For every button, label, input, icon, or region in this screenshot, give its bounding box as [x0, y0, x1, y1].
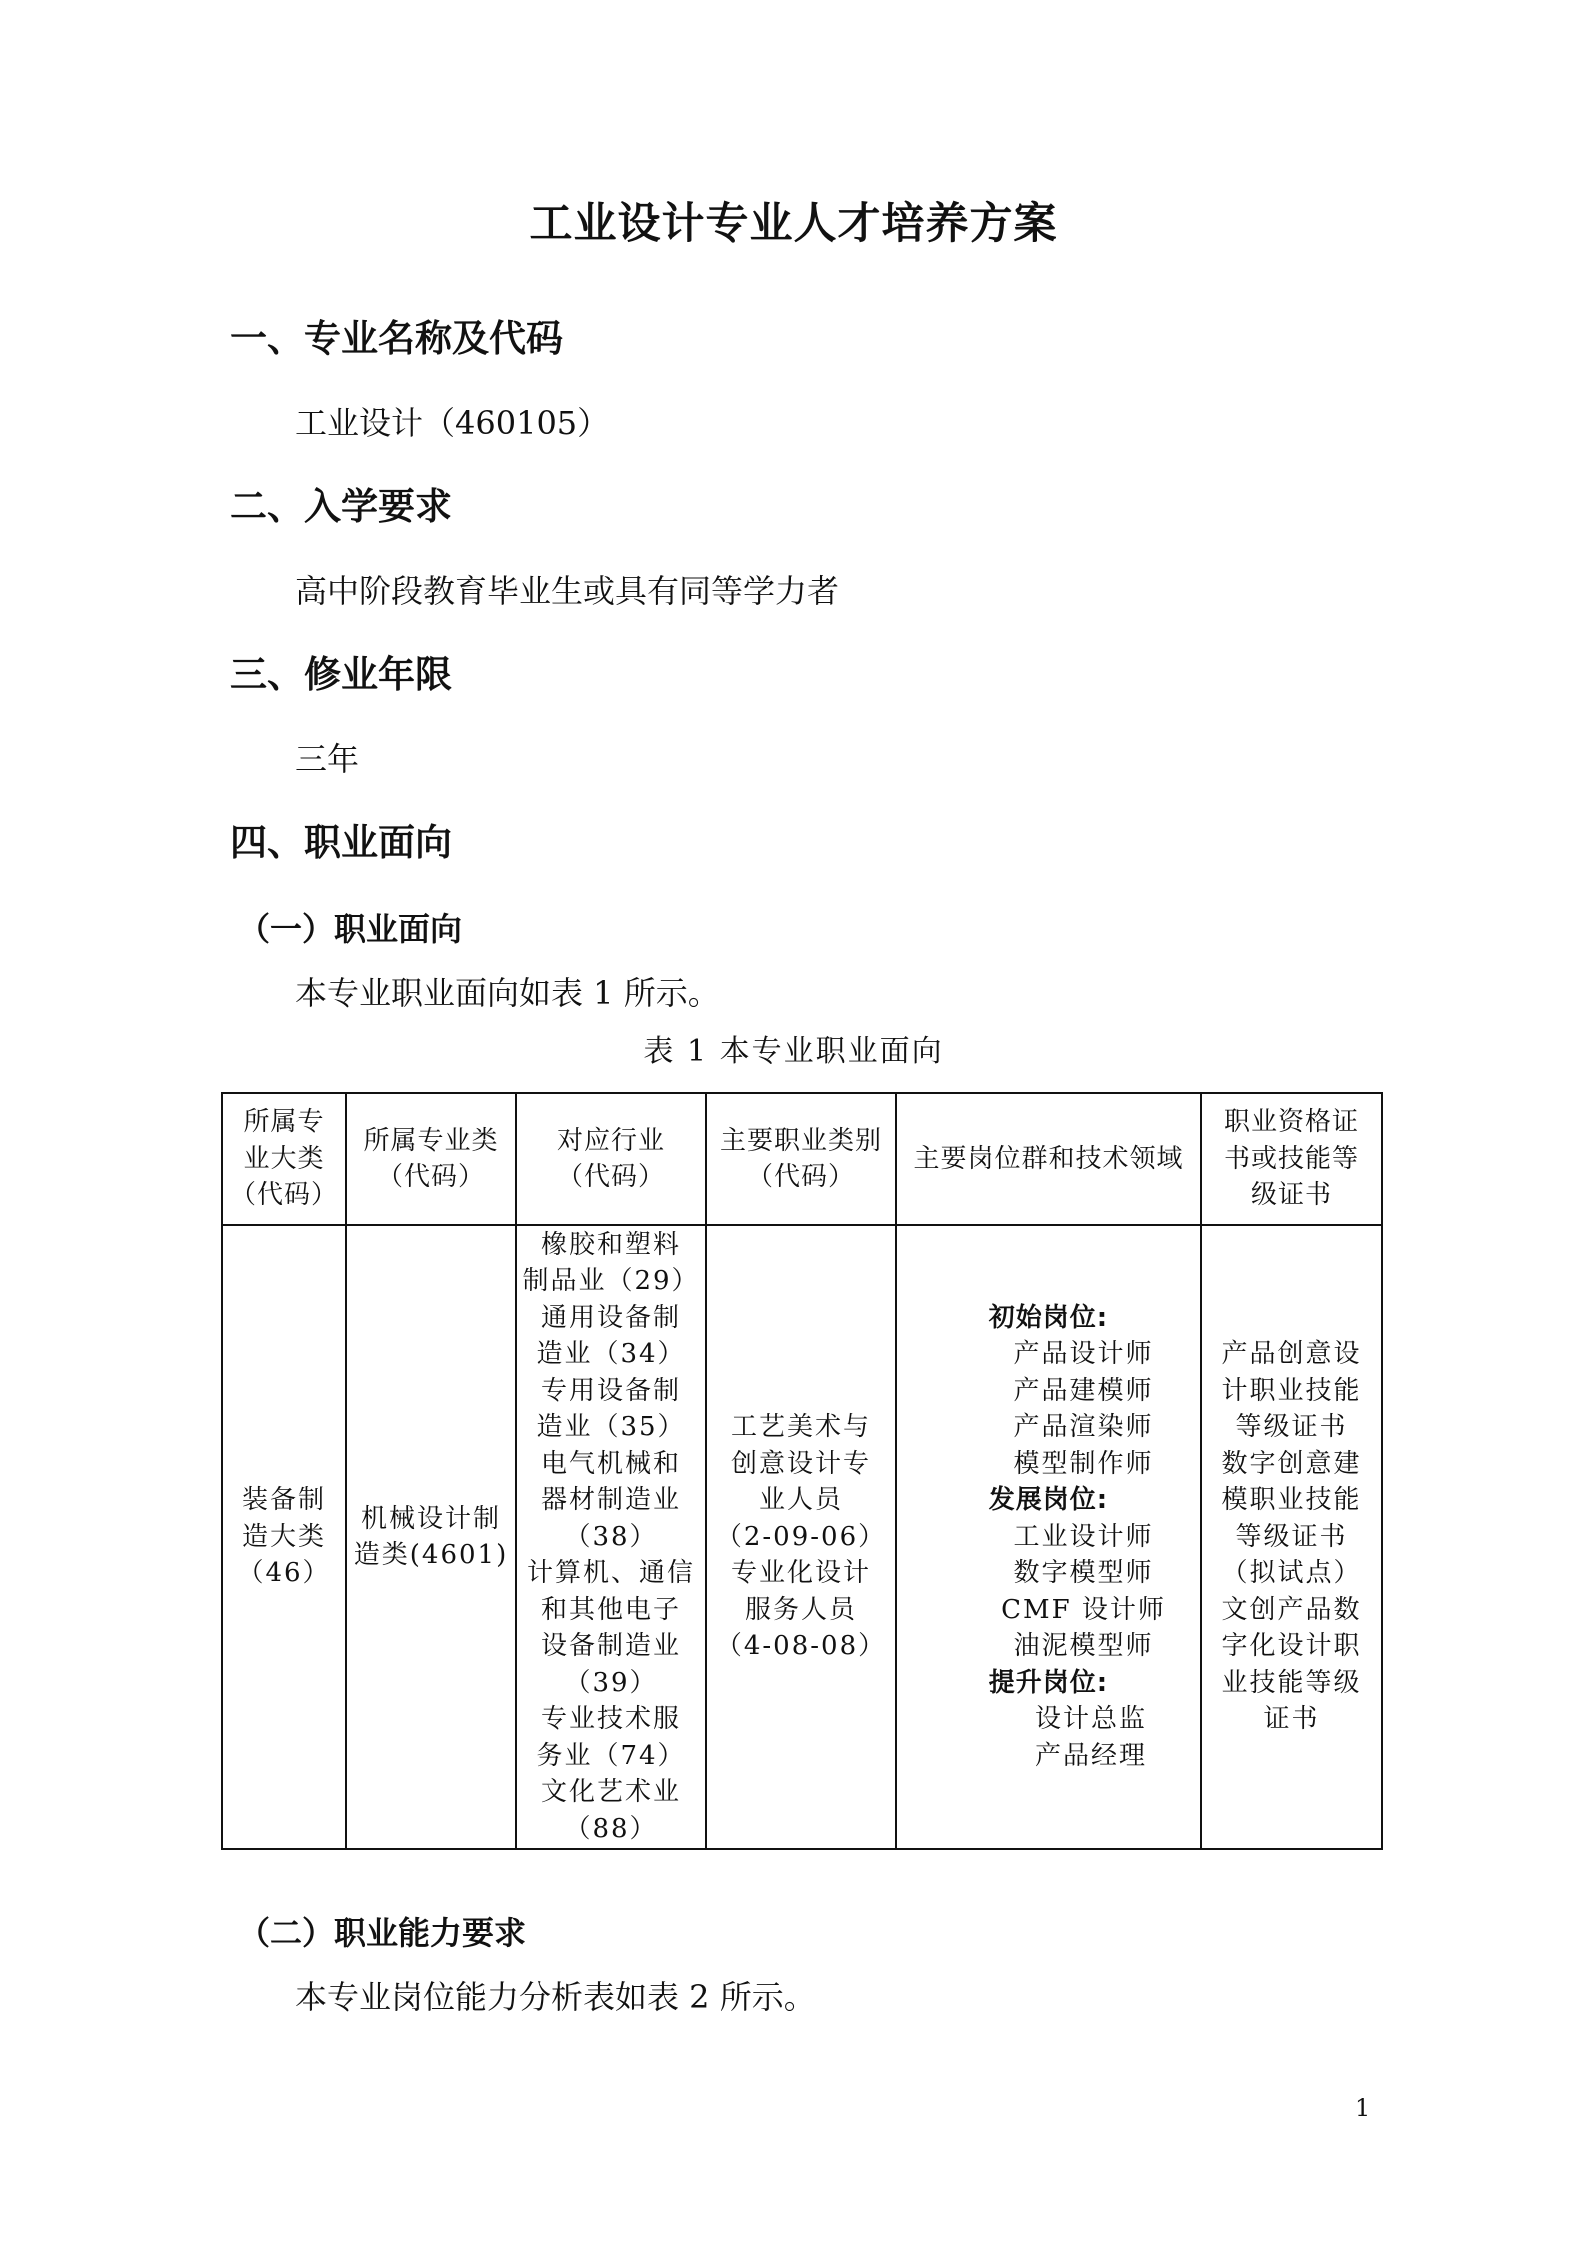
section-2-heading: 二、入学要求	[230, 485, 452, 528]
subsection-4-2-text: 本专业岗位能力分析表如表 2 所示。	[295, 1978, 816, 2016]
list-item: 产品渲染师	[1013, 1412, 1154, 1443]
development-posts-title: 发展岗位:	[988, 1485, 1109, 1516]
section-2-text: 高中阶段教育毕业生或具有同等学力者	[295, 572, 840, 610]
document-title: 工业设计专业人才培养方案	[529, 199, 1058, 249]
promotion-posts-title: 提升岗位:	[988, 1667, 1109, 1698]
subsection-4-2-heading: （二）职业能力要求	[238, 1914, 527, 1952]
header-posts: 主要岗位群和技术领域	[896, 1093, 1201, 1225]
cell-subcategory: 机械设计制 造类(4601)	[346, 1225, 516, 1849]
header-certificates: 职业资格证 书或技能等 级证书	[1201, 1093, 1382, 1225]
header-industry: 对应行业 （代码）	[516, 1093, 706, 1225]
section-1-text: 工业设计（460105）	[295, 404, 610, 442]
list-item: 设计总监	[1034, 1704, 1147, 1735]
list-item: 模型制作师	[1013, 1448, 1154, 1479]
cell-industries: 橡胶和塑料 制品业（29） 通用设备制 造业（34） 专用设备制 造业（35） 电气机械和 器材制造业 （38） 计算机、通信 和其他电子 设备制造业 （39） 专业技术服 务业（74） 文化艺术业 （88）	[516, 1225, 706, 1849]
subsection-4-1-text: 本专业职业面向如表 1 所示。	[295, 974, 720, 1012]
list-item: 工业设计师	[1013, 1521, 1154, 1552]
section-1-heading: 一、专业名称及代码	[230, 317, 563, 360]
cell-category: 装备制 造大类 （46）	[222, 1225, 346, 1849]
section-4-heading: 四、职业面向	[230, 821, 452, 864]
header-subcategory: 所属专业类 （代码）	[346, 1093, 516, 1225]
section-3-text: 三年	[295, 740, 360, 778]
list-item: 产品建模师	[1013, 1375, 1154, 1406]
header-category: 所属专 业大类 （代码）	[222, 1093, 346, 1225]
cell-certificates: 产品创意设 计职业技能 等级证书 数字创意建 模职业技能 等级证书 （拟试点） 文创产品数 字化设计职 业技能等级 证书	[1201, 1225, 1382, 1849]
cell-posts	[896, 1225, 1201, 1849]
list-item: 产品经理	[1034, 1740, 1147, 1771]
initial-posts-title: 初始岗位:	[988, 1302, 1109, 1333]
section-3-heading: 三、修业年限	[230, 653, 452, 696]
table-row	[222, 1225, 1382, 1849]
cell-occupations: 工艺美术与 创意设计专 业人员 （2-09-06） 专业化设计 服务人员 （4-08-08）	[706, 1225, 896, 1849]
page-number: 1	[1355, 2094, 1371, 2122]
table-1-caption: 表 1 本专业职业面向	[643, 1034, 944, 1069]
list-item: CMF 设计师	[1001, 1594, 1166, 1625]
career-orientation-table	[221, 1092, 1383, 1850]
list-item: 油泥模型师	[1013, 1631, 1154, 1662]
subsection-4-1-heading: （一）职业面向	[238, 910, 463, 948]
table-header-row	[222, 1093, 1382, 1225]
header-occupation: 主要职业类别 （代码）	[706, 1093, 896, 1225]
list-item: 数字模型师	[1013, 1558, 1154, 1589]
list-item: 产品设计师	[1013, 1339, 1154, 1370]
